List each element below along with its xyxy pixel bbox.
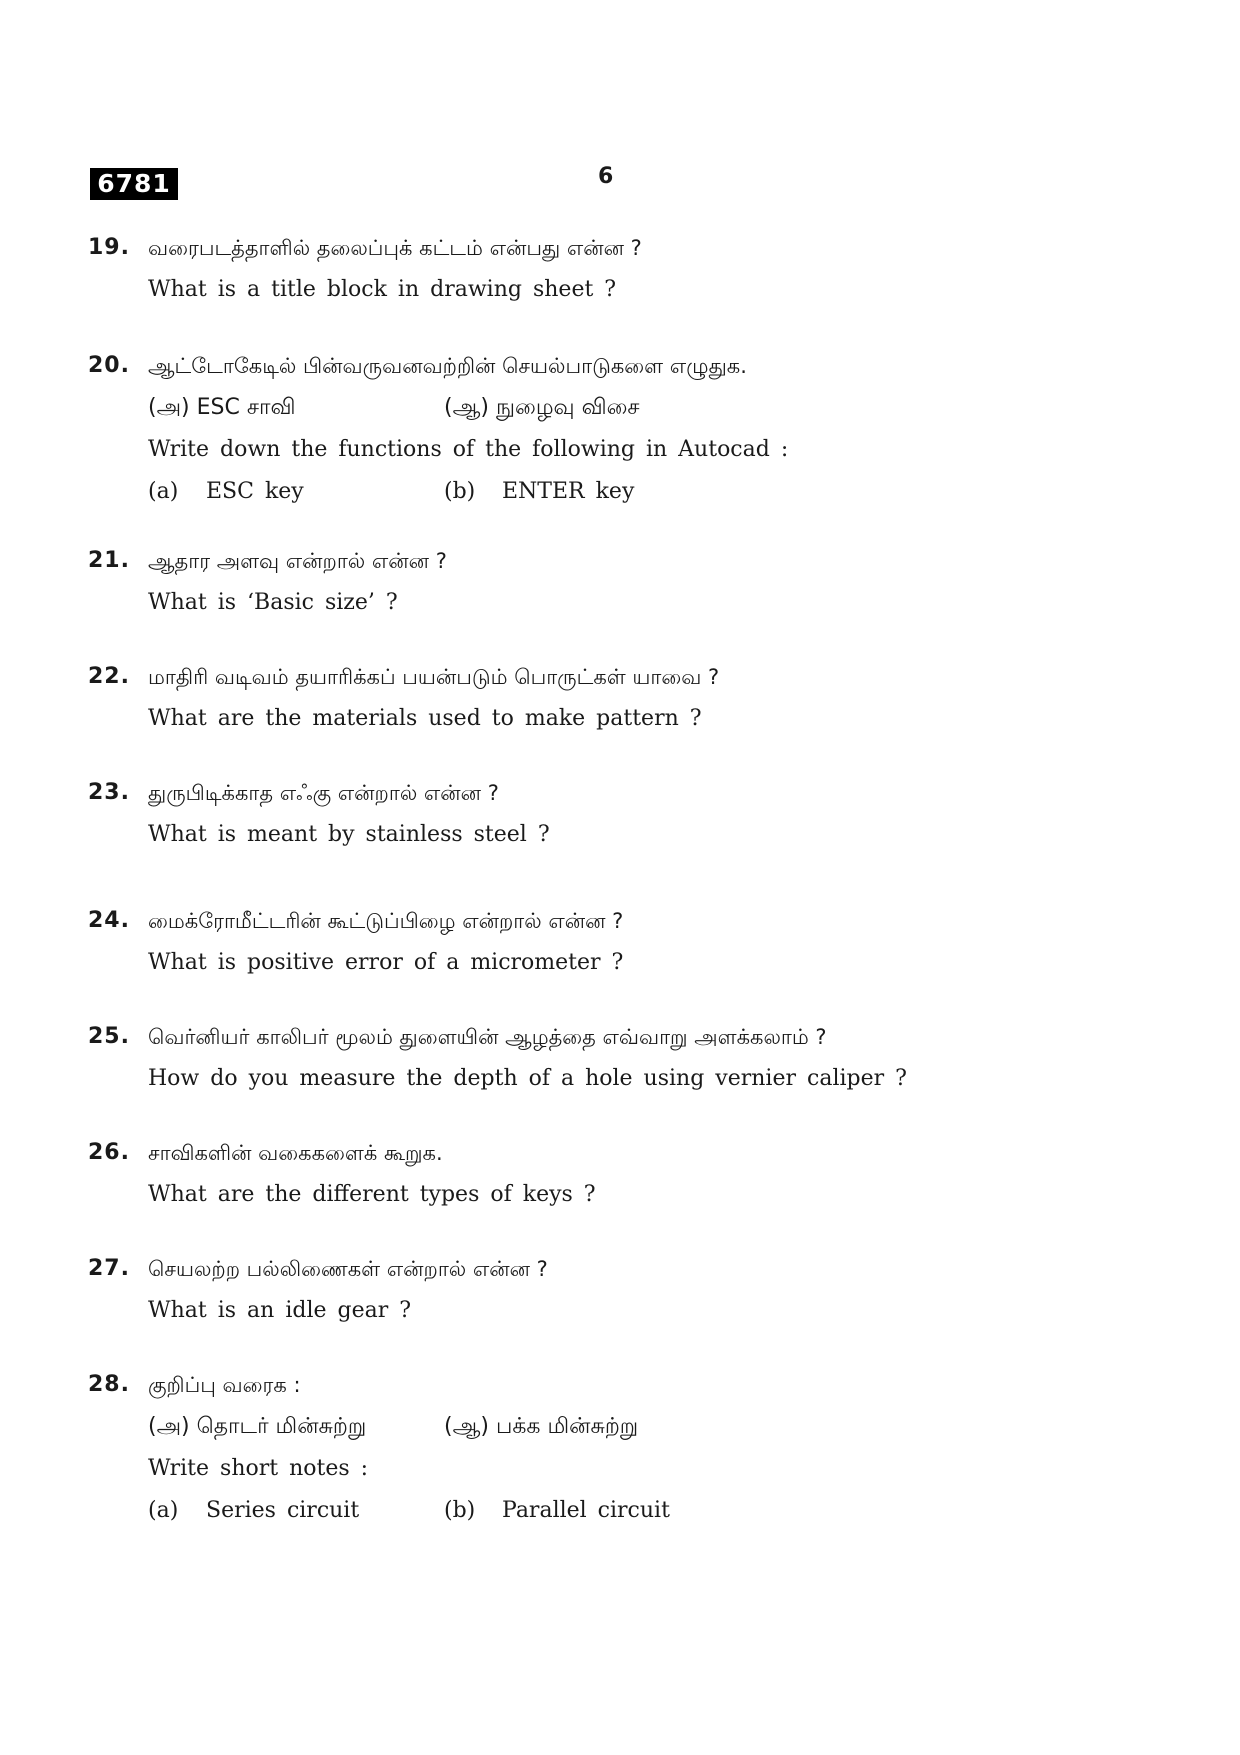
tamil-options xyxy=(148,1412,1148,1442)
question-english: What are the materials used to make pattern ? xyxy=(148,706,702,731)
question-number: 21. xyxy=(88,548,130,573)
question-english: What is an idle gear ? xyxy=(148,1298,412,1323)
tamil-options xyxy=(148,393,1148,423)
question-23 xyxy=(88,778,1148,850)
question-25 xyxy=(88,1022,1148,1094)
question-26 xyxy=(88,1138,1148,1210)
page-number: 6 xyxy=(598,164,614,189)
question-number: 24. xyxy=(88,908,130,933)
option-text: ESC key xyxy=(206,479,304,504)
english-option-b xyxy=(444,477,634,507)
question-number: 20. xyxy=(88,353,130,378)
question-english: What is meant by stainless steel ? xyxy=(148,822,550,847)
question-number: 28. xyxy=(88,1372,130,1397)
question-english: Write down the functions of the following in Autocad : xyxy=(148,437,789,462)
question-number: 26. xyxy=(88,1140,130,1165)
question-tamil: மைக்ரோமீட்டரின் கூட்டுப்பிழை என்றால் என்ன ? xyxy=(148,909,624,933)
option-label: (a) xyxy=(148,1498,179,1523)
question-tamil: குறிப்பு வரைக : xyxy=(148,1373,301,1397)
option-text: ENTER key xyxy=(502,479,635,504)
question-24 xyxy=(88,906,1148,978)
question-number: 23. xyxy=(88,780,130,805)
english-options xyxy=(148,1496,1148,1526)
question-tamil: செயலற்ற பல்லிணைகள் என்றால் என்ன ? xyxy=(148,1257,548,1281)
question-number: 27. xyxy=(88,1256,130,1281)
question-27 xyxy=(88,1254,1148,1326)
english-option-a xyxy=(148,477,304,507)
question-english: Write short notes : xyxy=(148,1456,369,1481)
question-28 xyxy=(88,1370,1148,1526)
question-english: What is ‘Basic size’ ? xyxy=(148,590,398,615)
question-english: What is positive error of a micrometer ? xyxy=(148,950,624,975)
tamil-option-a: (அ) தொடர் மின்சுற்று xyxy=(148,1414,367,1439)
question-20 xyxy=(88,351,1148,507)
tamil-option-b: (ஆ) பக்க மின்சுற்று xyxy=(444,1414,639,1439)
option-label: (b) xyxy=(444,479,476,504)
question-19 xyxy=(88,233,1148,305)
question-number: 25. xyxy=(88,1024,130,1049)
question-tamil: மாதிரி வடிவம் தயாரிக்கப் பயன்படும் பொருட்கள் யாவை ? xyxy=(148,665,720,689)
question-22 xyxy=(88,662,1148,734)
question-tamil: துருபிடிக்காத எஃகு என்றால் என்ன ? xyxy=(148,781,499,805)
question-number: 19. xyxy=(88,235,130,260)
question-tamil: ஆதார அளவு என்றால் என்ன ? xyxy=(148,549,447,573)
question-tamil: சாவிகளின் வகைகளைக் கூறுக. xyxy=(148,1141,443,1165)
english-option-b xyxy=(444,1496,670,1526)
tamil-option-a: (அ) ESC சாவி xyxy=(148,395,296,420)
question-tamil: வரைபடத்தாளில் தலைப்புக் கட்டம் என்பது என்ன ? xyxy=(148,236,642,260)
option-label: (b) xyxy=(444,1498,476,1523)
question-tamil: ஆட்டோகேடில் பின்வருவனவற்றின் செயல்பாடுகளை எழுதுக. xyxy=(148,354,747,378)
question-english: What is a title block in drawing sheet ? xyxy=(148,277,617,302)
question-21 xyxy=(88,546,1148,618)
english-options xyxy=(148,477,1148,507)
option-text: Parallel circuit xyxy=(502,1498,670,1523)
paper-code: 6781 xyxy=(90,168,178,200)
english-option-a xyxy=(148,1496,359,1526)
question-english: What are the different types of keys ? xyxy=(148,1182,596,1207)
question-english: How do you measure the depth of a hole using vernier caliper ? xyxy=(148,1066,907,1091)
option-label: (a) xyxy=(148,479,179,504)
tamil-option-b: (ஆ) நுழைவு விசை xyxy=(444,395,640,420)
option-text: Series circuit xyxy=(206,1498,360,1523)
question-tamil: வெர்னியர் காலிபர் மூலம் துளையின் ஆழத்தை எவ்வாறு அளக்கலாம் ? xyxy=(148,1025,827,1049)
question-number: 22. xyxy=(88,664,130,689)
